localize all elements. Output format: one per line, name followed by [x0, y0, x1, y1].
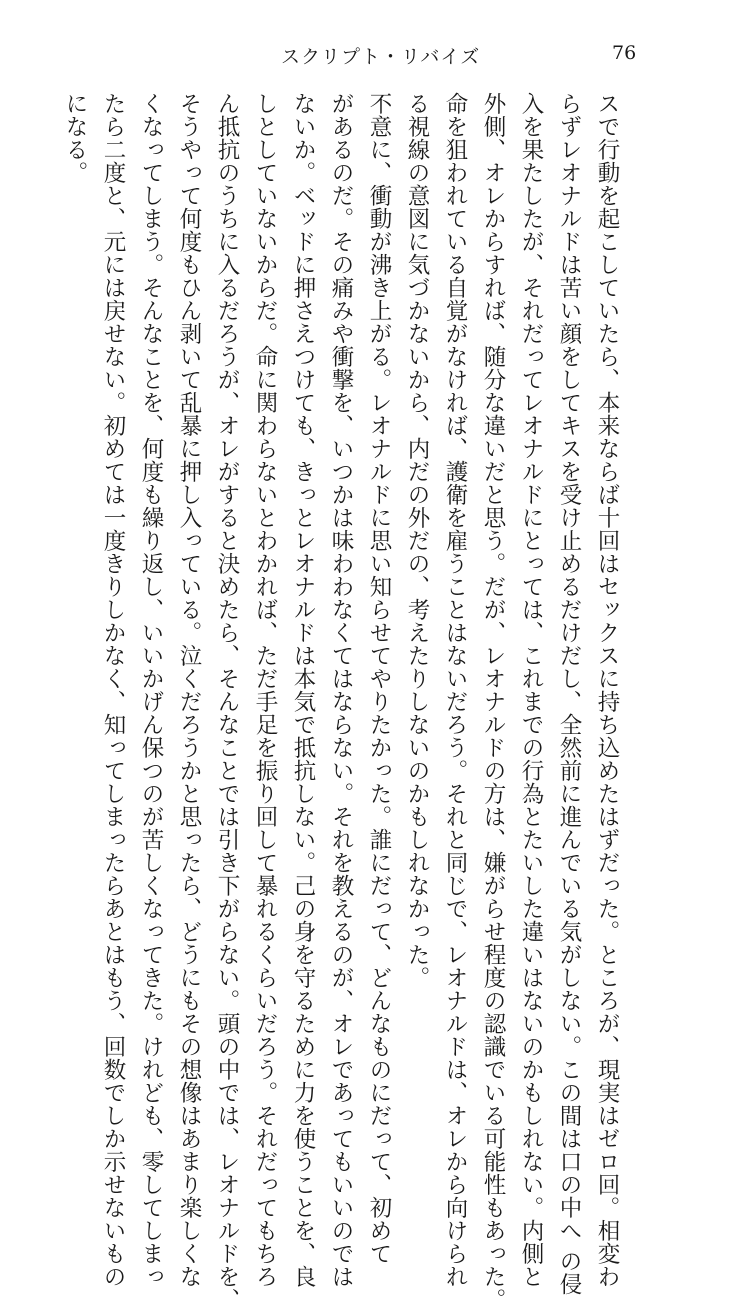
text-line: スで行動を起こしていたら、本来ならば十回はセックスに持ち込めたはずだった。ところが、現実はゼロ回。相変わ	[594, 92, 620, 1288]
text-line: ないか。ベッドに押さえつけても、きっとレオナルドは本気で抵抗しない。己の身を守るために力を使うことを、良	[290, 92, 316, 1288]
text-line: 外側、オレからすれば、随分な違いだと思う。だが、レオナルドの方は、嫌がらせ程度の認識でいる可能性もあった。	[480, 92, 506, 1311]
text-line: らずレオナルドは苦い顔をしてキスを受け止めるだけだし、全然前に進んでいる気がしない。この間は口の中へ の侵	[556, 92, 582, 1296]
text-line: くなってしまう。そんなことを、何度も繰り返し、いいかげん保つのが苦しくなってきた。けれども、零してしまっ	[138, 92, 164, 1288]
vertical-body-text	[62, 92, 626, 1311]
text-line: 不意に、衝動が沸き上がる。レオナルドに思い知らせてやりたかった。誰にだって、どんなものにだって、初めて	[366, 92, 392, 1265]
text-line: ん抵抗のうちに入るだろうが、オレがすると決めたら、そんなことでは引き下がらない。頭の中では、レオナルドを、	[214, 92, 240, 1311]
text-line: る視線の意図に気づかないから、内だの外だの、考えたりしないのかもしれなかった。	[404, 92, 430, 989]
page-number: 76	[612, 42, 637, 64]
text-line: になる。	[62, 92, 88, 184]
text-line: そうやって何度もひん剥いて乱暴に押し入っている。泣くだろうかと思ったら、どうにもその想像はあまり楽しくな	[176, 92, 202, 1288]
text-line: 命を狙われている自覚がなければ、護衛を雇うことはないだろう。それと同じで、レオナルドは、オレから向けられ	[442, 92, 468, 1288]
book-title: スクリプト・リバイズ	[281, 46, 481, 68]
running-head	[0, 40, 733, 70]
text-line: たら二度と、元には戻せない。初めては一度きりしかなく、知ってしまったらあとはもう、回数でしか示せないもの	[100, 92, 126, 1288]
text-line: しとしていないからだ。命に関わらないとわかれば、ただ手足を振り回して暴れるくらいだろう。それだってもちろ	[252, 92, 278, 1288]
text-line: があるのだ。その痛みや衝撃を、いつかは味わわなくてはならない。それを教えるのが、オレであってもいいのでは	[328, 92, 354, 1288]
text-line: 入を果たしたが、それだってレオナルドにとっては、これまでの行為とたいした違いはないのかもしれない。内側と	[518, 92, 544, 1288]
